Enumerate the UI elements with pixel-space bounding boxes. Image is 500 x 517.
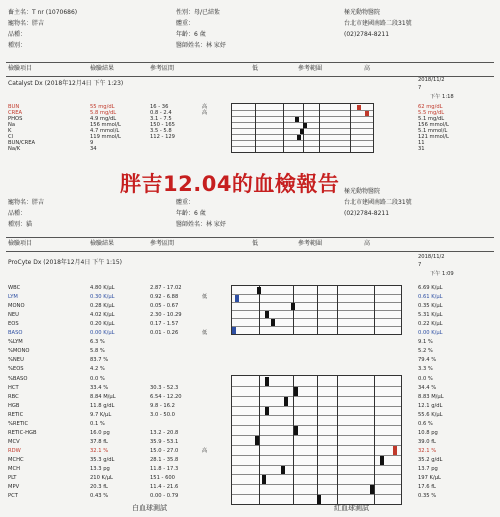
breed-label-2: 品種： <box>8 210 27 217</box>
range-indicator-mark <box>291 303 295 310</box>
col-header-result-2: 檢驗結果 <box>90 240 115 247</box>
test-value: 0.30 K/μL <box>90 294 115 301</box>
test-reference-range: 2.87 - 17.02 <box>150 285 182 291</box>
rbc-footer-label: 紅血球測試 <box>334 504 369 512</box>
test-value: 4.9 mg/dL <box>90 116 117 122</box>
test-previous-value: 3.3 % <box>418 366 433 373</box>
test-reference-range: 9.8 - 16.2 <box>150 402 175 409</box>
test-previous-value: 17.6 fL <box>418 484 436 491</box>
test-reference-range: 3.5 - 5.8 <box>150 128 172 134</box>
hospital-name: 極光動物醫院 <box>344 9 381 16</box>
test-name: NEU <box>8 312 19 319</box>
catalyst-range-grid <box>231 103 374 153</box>
test-value: 4.80 K/μL <box>90 285 115 291</box>
test-previous-value: 5.2 % <box>418 348 433 355</box>
range-indicator-mark <box>393 446 397 455</box>
test-reference-range: 0.00 - 0.79 <box>150 493 179 500</box>
test-previous-value: 62 mg/dL <box>418 104 443 110</box>
test-value: 4.2 % <box>90 366 105 373</box>
test-value: 0.20 K/μL <box>90 321 115 328</box>
range-indicator-mark <box>380 456 384 465</box>
range-indicator-mark <box>303 123 307 128</box>
weight-label: 體重： <box>176 20 195 27</box>
pet-name-label-2: 寵物名：胖吉 <box>8 199 45 206</box>
test-flag: 低 <box>202 330 208 337</box>
test-flag: 低 <box>202 294 208 301</box>
test-flag: 高 <box>202 110 208 116</box>
test-name: PHOS <box>8 116 23 122</box>
test-previous-value: 9.1 % <box>418 339 433 346</box>
test-reference-range: 13.2 - 20.8 <box>150 429 179 436</box>
test-reference-range: 151 - 600 <box>150 475 175 482</box>
test-reference-range: 16 - 36 <box>150 104 169 110</box>
test-value: 9 <box>90 140 94 146</box>
test-previous-value: 79.4 % <box>418 357 437 364</box>
range-indicator-mark <box>370 485 374 494</box>
col-header-test: 檢驗項目 <box>8 65 33 72</box>
test-previous-value: 13.7 pg <box>418 466 438 472</box>
prev-day-top: 7 <box>418 85 422 91</box>
prev-time-top: 下午 1:18 <box>430 94 454 100</box>
test-name: %RETIC <box>8 420 29 427</box>
range-indicator-mark <box>295 117 299 122</box>
test-name: PCT <box>8 493 18 500</box>
test-reference-range: 112 - 129 <box>150 134 175 140</box>
test-name: %NEU <box>8 357 24 364</box>
owner-label: 畜主名：T nr (1070686) <box>8 9 78 16</box>
range-indicator-mark <box>297 135 301 140</box>
test-name: MONO <box>8 303 25 310</box>
range-indicator-mark <box>262 475 266 484</box>
test-reference-range: 0.8 - 2.4 <box>150 110 172 116</box>
test-name: Na <box>8 122 16 128</box>
test-value: 35.3 g/dL <box>90 456 115 463</box>
col-header-low: 低 <box>252 65 259 72</box>
test-previous-value: 0.00 K/μL <box>418 330 443 337</box>
test-reference-range: 30.3 - 52.3 <box>150 384 179 391</box>
test-previous-value: 31 <box>418 146 425 152</box>
test-reference-range: 35.9 - 53.1 <box>150 438 179 445</box>
test-reference-range: 3.1 - 7.5 <box>150 116 172 122</box>
prev-date-bottom: 2018/11/2 <box>418 254 445 260</box>
breed-label: 品種： <box>8 31 27 38</box>
test-name: MCV <box>8 438 20 445</box>
wbc-footer-label: 白血球測試 <box>132 504 167 512</box>
col-header-ref-2: 參考範圍 <box>298 240 323 247</box>
test-value: 0.00 K/μL <box>90 330 115 337</box>
test-value: 6.3 % <box>90 339 105 346</box>
test-reference-range: 0.05 - 0.67 <box>150 303 179 310</box>
col-header-ref: 參考範圍 <box>298 65 323 72</box>
col-header-result: 檢驗結果 <box>90 65 115 72</box>
test-reference-range: 150 - 165 <box>150 122 175 128</box>
test-name: %LYM <box>8 339 23 346</box>
test-previous-value: 11 <box>418 140 425 146</box>
test-value: 11.8 g/dL <box>90 402 115 409</box>
test-reference-range: 6.54 - 12.20 <box>150 393 182 400</box>
doctor-label-2: 醫師姓名：林 家妤 <box>176 221 226 228</box>
pet-name-label: 寵物名：胖吉 <box>8 20 45 27</box>
test-flag: 高 <box>202 447 208 454</box>
test-previous-value: 6.69 K/μL <box>418 285 443 291</box>
test-name: BUN <box>8 104 20 110</box>
test-name: WBC <box>8 285 21 291</box>
test-name: BUN/CREA <box>8 140 36 146</box>
test-value: 32.1 % <box>90 447 109 454</box>
test-value: 20.3 fL <box>90 484 108 491</box>
test-name: HCT <box>8 384 19 391</box>
test-reference-range: 28.1 - 35.8 <box>150 456 179 463</box>
species-label: 種別： <box>8 42 27 49</box>
test-name: MCH <box>8 466 20 472</box>
range-indicator-mark <box>265 407 269 416</box>
test-value: 210 K/μL <box>90 475 113 482</box>
test-name: MPV <box>8 484 20 491</box>
test-name: RDW <box>8 447 21 454</box>
test-name: BASO <box>8 330 23 337</box>
range-indicator-mark <box>265 311 269 318</box>
test-value: 9.7 K/μL <box>90 411 112 418</box>
range-indicator-mark <box>255 436 259 445</box>
doctor-label: 醫師姓名：林 家妤 <box>176 42 226 49</box>
sex-label: 性別：母/已結紮 <box>176 9 221 16</box>
test-previous-value: 5.31 K/μL <box>418 312 443 319</box>
col-header-high: 高 <box>364 65 371 72</box>
test-value: 5.8 mg/dL <box>90 110 117 116</box>
test-previous-value: 5.1 mg/dL <box>418 116 445 122</box>
range-indicator-mark <box>235 295 239 302</box>
col-header-high-2: 高 <box>364 240 371 247</box>
range-indicator-mark <box>300 129 304 134</box>
range-indicator-mark <box>294 387 298 396</box>
test-value: 0.0 % <box>90 375 105 382</box>
test-value: 55 mg/dL <box>90 104 115 110</box>
species-label-2: 種別：貓 <box>8 221 33 228</box>
test-name: HGB <box>8 402 20 409</box>
test-previous-value: 0.22 K/μL <box>418 321 443 328</box>
range-indicator-mark <box>294 426 298 435</box>
wbc-range-grid <box>231 285 402 335</box>
test-value: 156 mmol/L <box>90 122 121 128</box>
col-header-test-2: 檢驗項目 <box>8 240 33 247</box>
range-indicator-mark <box>232 327 236 334</box>
test-value: 33.4 % <box>90 384 109 391</box>
col-header-range: 參考區間 <box>150 65 175 72</box>
range-indicator-mark <box>271 319 275 326</box>
test-name: %MONO <box>8 348 30 355</box>
test-name: CREA <box>8 110 23 116</box>
test-value: 4.02 K/μL <box>90 312 115 319</box>
test-name: K <box>8 128 12 134</box>
test-flag: 高 <box>202 104 208 110</box>
test-name: Cl <box>8 134 14 140</box>
test-value: 83.7 % <box>90 357 109 364</box>
test-previous-value: 32.1 % <box>418 447 437 454</box>
test-reference-range: 0.92 - 6.88 <box>150 294 179 301</box>
test-previous-value: 197 K/μL <box>418 475 441 482</box>
test-previous-value: 5.1 mmol/L <box>418 128 448 134</box>
test-reference-range: 3.0 - 50.0 <box>150 411 175 418</box>
test-name: RBC <box>8 393 19 400</box>
test-name: Na/K <box>8 146 21 152</box>
range-indicator-mark <box>257 287 261 294</box>
procyte-section-title: ProCyte Dx (2018年12月4日 下午 1:15) <box>8 259 122 266</box>
catalyst-section-title: Catalyst Dx (2018年12月4日 下午 1:23) <box>8 80 124 87</box>
test-value: 37.8 fL <box>90 438 108 445</box>
range-indicator-mark <box>284 397 288 406</box>
test-previous-value: 5.5 mg/dL <box>418 110 445 116</box>
test-value: 0.1 % <box>90 420 105 427</box>
test-previous-value: 0.35 % <box>418 493 437 500</box>
test-reference-range: 2.30 - 10.29 <box>150 312 182 319</box>
test-previous-value: 12.1 g/dL <box>418 402 443 409</box>
range-indicator-mark <box>317 495 321 504</box>
test-previous-value: 8.83 M/μL <box>418 393 444 400</box>
age-label-2: 年齡：6 歲 <box>176 210 206 217</box>
prev-day-bottom: 7 <box>418 262 422 268</box>
test-value: 8.84 M/μL <box>90 393 116 400</box>
hospital-phone: (02)2784-8211 <box>344 31 390 38</box>
test-name: MCHC <box>8 456 24 463</box>
col-header-range-2: 參考區間 <box>150 240 175 247</box>
test-previous-value: 34.4 % <box>418 384 437 391</box>
range-indicator-mark <box>281 466 285 475</box>
hospital-address-2: 台北市建國南路二段31號 <box>344 199 412 206</box>
test-reference-range: 15.0 - 27.0 <box>150 447 179 454</box>
test-previous-value: 156 mmol/L <box>418 122 449 128</box>
test-previous-value: 0.35 K/μL <box>418 303 443 310</box>
report-overlay-title: 胖吉12.04的血檢報告 <box>118 168 341 198</box>
test-reference-range: 0.01 - 0.26 <box>150 330 179 337</box>
prev-time-bottom: 下午 1:09 <box>430 271 454 277</box>
test-value: 16.0 pg <box>90 429 110 436</box>
range-indicator-mark <box>265 377 269 386</box>
test-previous-value: 10.8 pg <box>418 429 438 436</box>
range-indicator-mark <box>357 105 361 110</box>
test-name: PLT <box>8 475 17 482</box>
hospital-address: 台北市建國南路二段31號 <box>344 20 412 27</box>
test-previous-value: 0.61 K/μL <box>418 294 443 301</box>
test-previous-value: 55.6 K/μL <box>418 411 443 418</box>
age-label: 年齡：6 歲 <box>176 31 206 38</box>
test-reference-range: 0.17 - 1.57 <box>150 321 179 328</box>
test-name: RETIC <box>8 411 24 418</box>
test-value: 5.8 % <box>90 348 105 355</box>
weight-label-2: 體重： <box>176 199 195 206</box>
test-name: %BASO <box>8 375 28 382</box>
test-name: %EOS <box>8 366 24 373</box>
prev-date-top: 2018/11/2 <box>418 77 445 83</box>
hospital-phone-2: (02)2784-8211 <box>344 210 390 217</box>
col-header-low-2: 低 <box>252 240 259 247</box>
test-previous-value: 39.0 fL <box>418 438 436 445</box>
range-indicator-mark <box>365 111 369 116</box>
test-value: 0.43 % <box>90 493 109 500</box>
test-value: 34 <box>90 146 97 152</box>
test-previous-value: 0.6 % <box>418 420 433 427</box>
test-reference-range: 11.8 - 17.3 <box>150 466 179 472</box>
test-value: 13.3 pg <box>90 466 110 472</box>
test-previous-value: 121 mmol/L <box>418 134 449 140</box>
test-reference-range: 11.4 - 21.6 <box>150 484 179 491</box>
rbc-range-grid <box>231 375 402 505</box>
test-name: RETIC-HGB <box>8 429 37 436</box>
hospital-name-2: 極光動物醫院 <box>344 188 381 195</box>
test-name: LYM <box>8 294 18 301</box>
test-previous-value: 35.2 g/dL <box>418 456 443 463</box>
test-value: 4.7 mmol/L <box>90 128 120 134</box>
test-previous-value: 0.0 % <box>418 375 433 382</box>
test-name: EOS <box>8 321 19 328</box>
test-value: 0.28 K/μL <box>90 303 115 310</box>
test-value: 119 mmol/L <box>90 134 121 140</box>
